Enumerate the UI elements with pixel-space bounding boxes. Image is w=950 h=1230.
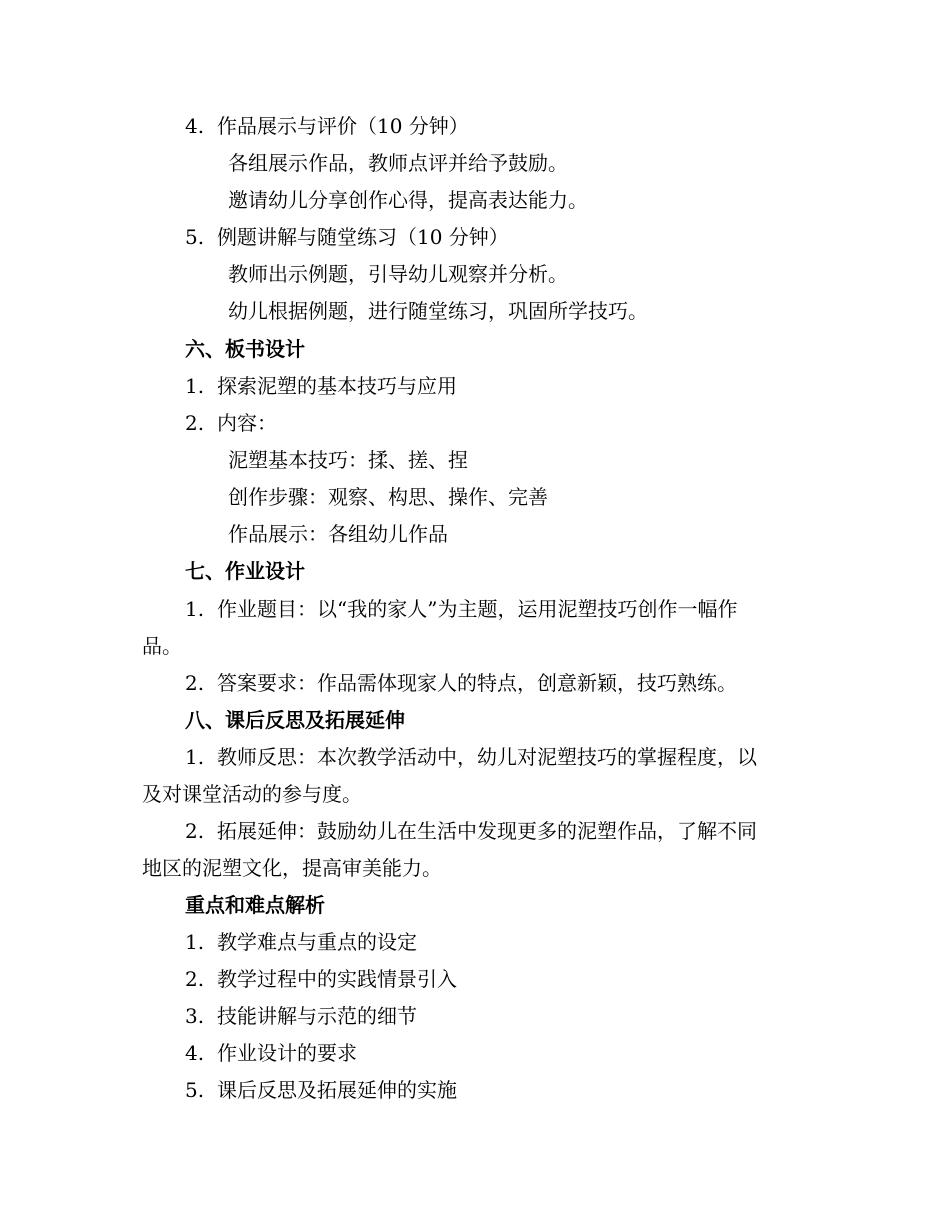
list-item-5 [142, 1077, 865, 1103]
heading-text: 七、作业设计 [185, 559, 305, 583]
list-text: 答案要求：作品需体现家人的特点，创意新颖，技巧熟练。 [217, 671, 737, 695]
list-item-2 [142, 818, 865, 844]
list-number: 5. [185, 1078, 205, 1102]
list-text: 课后反思及拓展延伸的实施 [217, 1078, 457, 1102]
list-text: 教学过程中的实践情景引入 [217, 967, 457, 991]
list-item-4 [142, 1040, 865, 1066]
list-item-1 [142, 373, 865, 399]
paragraph [142, 187, 908, 213]
section-heading [142, 336, 865, 362]
list-text: 探索泥塑的基本技巧与应用 [217, 374, 457, 398]
paragraph-continuation [142, 855, 822, 881]
paragraph [142, 484, 908, 510]
paragraph [142, 521, 908, 547]
list-item-1 [142, 596, 865, 622]
list-number: 5. [185, 225, 205, 249]
section-heading [142, 558, 865, 584]
heading-text: 六、板书设计 [185, 337, 305, 361]
paragraph-text: 幼儿根据例题，进行随堂练习，巩固所学技巧。 [228, 299, 648, 323]
list-text: 作品展示与评价（10 分钟） [217, 114, 469, 138]
heading-text: 八、课后反思及拓展延伸 [185, 708, 405, 732]
list-item-2 [142, 670, 865, 696]
section-heading [142, 707, 865, 733]
list-number: 2. [185, 967, 205, 991]
paragraph-text: 教师出示例题，引导幼儿观察并分析。 [228, 262, 568, 286]
paragraph [142, 261, 908, 287]
paragraph-text: 及对课堂活动的参与度。 [142, 782, 362, 806]
paragraph [142, 298, 908, 324]
list-number: 2. [185, 411, 205, 435]
list-number: 1. [185, 930, 205, 954]
list-item-1 [142, 929, 865, 955]
list-text: 作业题目：以“我的家人”为主题，运用泥塑技巧创作一幅作 [217, 597, 738, 621]
heading-text: 重点和难点解析 [185, 893, 325, 917]
paragraph-text: 各组展示作品，教师点评并给予鼓励。 [228, 151, 568, 175]
paragraph-text: 作品展示：各组幼儿作品 [228, 522, 448, 546]
paragraph-text: 泥塑基本技巧：揉、搓、捏 [228, 448, 468, 472]
list-text: 技能讲解与示范的细节 [217, 1004, 417, 1028]
list-number: 3. [185, 1004, 205, 1028]
list-number: 2. [185, 671, 205, 695]
paragraph-text: 邀请幼儿分享创作心得，提高表达能力。 [228, 188, 588, 212]
list-item-5 [142, 224, 865, 250]
list-item-2 [142, 966, 865, 992]
list-number: 1. [185, 597, 205, 621]
list-text: 内容： [217, 411, 277, 435]
paragraph-text: 创作步骤：观察、构思、操作、完善 [228, 485, 548, 509]
paragraph-text: 地区的泥塑文化，提高审美能力。 [142, 856, 442, 880]
list-number: 1. [185, 374, 205, 398]
list-item-3 [142, 1003, 865, 1029]
list-item-4 [142, 113, 865, 139]
list-number: 2. [185, 819, 205, 843]
list-text: 教学难点与重点的设定 [217, 930, 417, 954]
paragraph-text: 品。 [142, 634, 182, 658]
paragraph [142, 150, 908, 176]
list-text: 拓展延伸：鼓励幼儿在生活中发现更多的泥塑作品，了解不同 [217, 819, 757, 843]
list-text: 作业设计的要求 [217, 1041, 357, 1065]
paragraph-continuation [142, 781, 822, 807]
list-text: 例题讲解与随堂练习（10 分钟） [217, 225, 509, 249]
list-number: 4. [185, 114, 205, 138]
paragraph [142, 447, 908, 473]
list-number: 1. [185, 745, 205, 769]
paragraph-continuation [142, 633, 822, 659]
list-text: 教师反思：本次教学活动中，幼儿对泥塑技巧的掌握程度，以 [217, 745, 757, 769]
section-heading [142, 892, 865, 918]
list-number: 4. [185, 1041, 205, 1065]
list-item-1 [142, 744, 865, 770]
list-item-2 [142, 410, 865, 436]
